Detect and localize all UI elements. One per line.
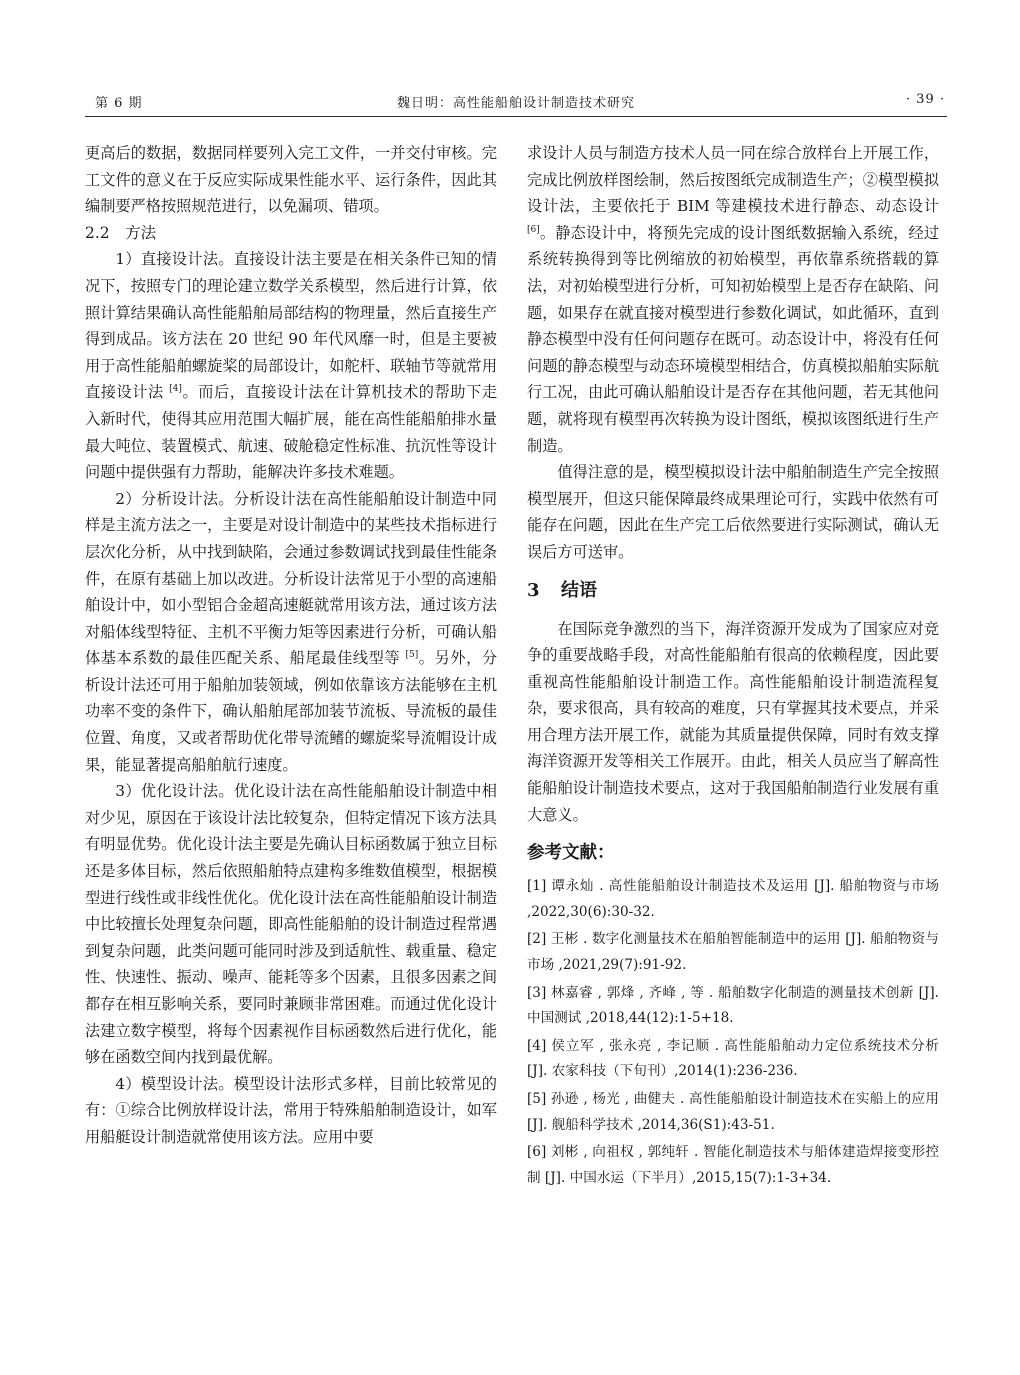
paragraph-text: 。静态设计中，将预先完成的设计图纸数据输入系统，经过系统转换得到等比例缩放的初始模型，再依靠系统搭载的算法，对初始模型进行分析，可知初始模型上是否存在缺陷、问题，如果存在就直接对模型进行参数化调试，如此循环，直到静态模型中没有任何问题存在既可。动态设计中，将没有任何问题的静态模型与动态环境模型相结合，仿真模拟船舶实际航行工况，由此可确认船舶设计是否存在其他问题，若无其他问题，就将现有模型再次转换为设计图纸，模拟该图纸进行生产制造。	[527, 223, 939, 455]
running-title: 魏日明：高性能船舶设计制造技术研究	[396, 96, 635, 111]
section-title: 结语	[561, 579, 597, 601]
paragraph-direct-design	[85, 246, 497, 485]
page-number: · 39 ·	[905, 92, 945, 107]
reference-item: [6] 刘彬 , 向祖权 , 郭纯轩 . 智能化制造技术与船体建造焊接变形控制 [J]. 中国水运（下半月）,2015,15(7):1-3+34.	[527, 1144, 939, 1186]
left-column	[85, 140, 497, 1151]
paragraph-text: 1）直接设计法。直接设计法主要是在相关条件已知的情况下，按照专门的理论建立数学关系模型，然后进行计算，依照计算结果确认高性能船舶局部结构的物理量，然后直接生产得到成品。该方法在 20 世纪 90 年代风靡一时，但是主要被用于高性能船舶螺旋桨的局部设计，如舵杆、联轴节等就常用直接设计法	[85, 250, 497, 402]
paragraph-model-design: 4）模型设计法。模型设计法形式多样，目前比较常见的有：①综合比例放样设计法，常用于特殊船舶制造设计，如军用船艇设计制造就常使用该方法。应用中要	[85, 1074, 497, 1146]
citation[interactable]: [5]	[405, 650, 419, 661]
paragraph-text: 求设计人员与制造方技术人员一同在综合放样台上开展工作，完成比例放样图绘制，然后按图纸完成制造生产；②模型模拟设计法，主要依托于 BIM 等建模技术进行静态、动态设计	[527, 144, 939, 216]
paragraph-note: 值得注意的是，模型模拟设计法中船舶制造生产完全按照模型展开，但这只能保障最终成果理论可行，实践中依然有可能存在问题，因此在生产完工后依然要进行实际测试，确认无误后方可送审。	[527, 463, 939, 561]
reference-list	[527, 874, 939, 1191]
paragraph-text: 。而后，直接设计法在计算机技术的帮助下走入新时代，使得其应用范围大幅扩展，能在高性能船舶排水量最大吨位、装置模式、航速、破舱稳定性标准、抗沉性等设计问题中提供强有力帮助，能解决许多技术难题。	[85, 383, 498, 482]
reference-item: [2] 王彬 . 数字化测量技术在船舶智能制造中的运用 [J]. 船舶物资与市场 ,2021,29(7):91-92.	[527, 931, 939, 974]
reference-item: [4] 侯立军 , 张永亮 , 李记顺 . 高性能船舶动力定位系统技术分析 [J]. 农家科技（下旬刊）,2014(1):236-236.	[527, 1037, 939, 1080]
reference-item: [1] 谭永灿 . 高性能船舶设计制造技术及运用 [J]. 船舶物资与市场 ,2022,30(6):30-32.	[527, 878, 939, 920]
paragraph-conclusion: 在国际竞争激烈的当下，海洋资源开发成为了国家应对竞争的重要战略手段，对高性能船舶有很高的依赖程度，因此要重视高性能船舶设计制造工作。高性能船舶设计制造流程复杂，要求很高，具有较高的难度，只有掌握其技术要点，并采用合理方法开展工作，就能为其质量提供保障，同时有效支撑海洋资源开发等相关工作展开。由此，相关人员应当了解高性能船舶设计制造技术要点，这对于我国船舶制造行业发展有重大意义。	[527, 619, 939, 824]
paragraph-text: 2）分析设计法。分析设计法在高性能船舶设计制造中同样是主流方法之一，主要是对设计制造中的某些技术指标进行层次化分析，从中找到缺陷，会通过参数调试找到最佳性能条件，在原有基础上加以改进。分析设计法常见于小型的高速船舶设计中，如小型铝合金超高速艇就常用该方法，通过该方法对船体线型特征、主机不平衡力矩等因素进行分析，可确认船体基本系数的最佳匹配关系、船尾最佳线型等	[85, 489, 497, 668]
reference-item: [3] 林嘉睿 , 郭烽 , 齐峰 , 等 . 船舶数字化制造的测量技术创新 [J]. 中国测试 ,2018,44(12):1-5+18.	[527, 984, 939, 1027]
subsection-heading-2-2: 2.2 方法	[85, 223, 157, 242]
paragraph-text: 。另外，分析设计法还可用于船舶加装领域，例如依靠该方法能够在主机功率不变的条件下，确认船舶尾部加装节流板、导流板的最佳位置、角度，又或者帮助优化带导流鳍的螺旋桨导流帽设计成果，能显著提高船舶航行速度。	[85, 649, 498, 774]
paragraph-continued: 更高后的数据，数据同样要列入完工文件，一并交付审核。完工文件的意义在于反应实际成果性能水平、运行条件，因此其编制要严格按照规范进行，以免漏项、错项。	[85, 144, 497, 216]
running-header	[85, 88, 947, 117]
section-number: 3	[527, 579, 540, 601]
citation[interactable]: [4]	[169, 384, 182, 395]
references-heading: 参考文献：	[527, 843, 615, 864]
section-heading-conclusion	[527, 566, 939, 616]
paragraph-analysis-design	[85, 486, 497, 779]
right-column	[527, 140, 939, 1191]
paragraph-optimization-design: 3）优化设计法。优化设计法在高性能船舶设计制造中相对少见，原因在于该设计法比较复杂，但特定情况下该方法具有明显优势。优化设计法主要是先确认目标函数属于独立目标还是多体目标，然后依照船舶特点建构多维数值模型，根据模型进行线性或非线性优化。优化设计法在高性能船舶设计制造中比较擅长处理复杂问题，即高性能船舶的设计制造过程常遇到复杂问题，此类问题可能同时涉及到适航性、载重量、稳定性、快速性、振动、噪声、能耗等多个因素，且很多因素之间都存在相互影响关系，要同时兼顾非常困难。而通过优化设计法建立数字模型，将每个因素视作目标函数然后进行优化，能够在函数空间内找到最优解。	[85, 782, 497, 1067]
paragraph-model-design-continued	[527, 140, 939, 459]
citation[interactable]: [6]	[527, 224, 540, 235]
reference-item: [5] 孙逊 , 杨光 , 曲健夫 . 高性能船舶设计制造技术在实船上的应用 [J]. 舰船科学技术 ,2014,36(S1):43-51.	[527, 1091, 939, 1133]
issue-number: 第 6 期	[95, 96, 143, 111]
